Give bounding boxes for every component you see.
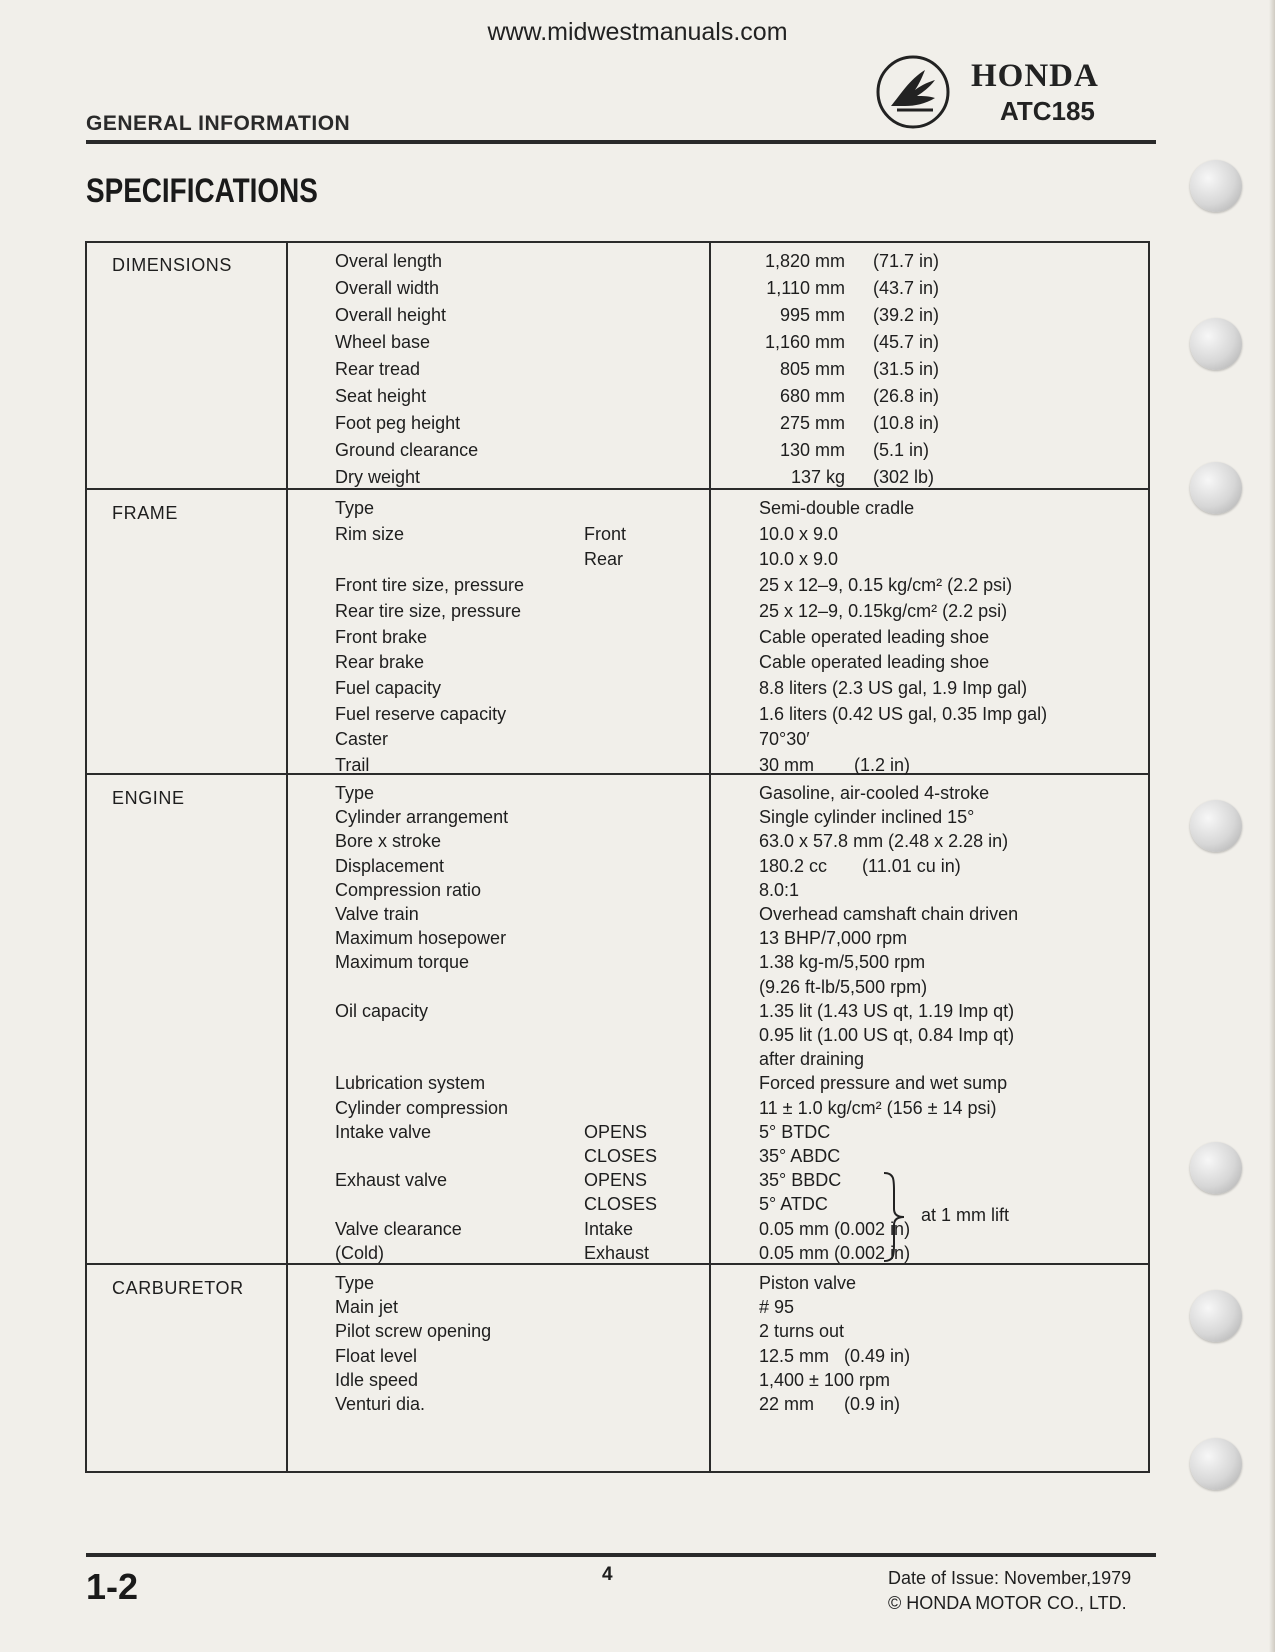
spec-value: 1,820 mm [764,251,845,271]
spec-item-label: Venturi dia. [335,1394,426,1414]
spec-value: 1.35 lit (1.43 US qt, 1.19 Imp qt) [759,1000,1015,1021]
spec-value: Gasoline, air-cooled 4-stroke [759,783,990,803]
spec-item-label: Intake valve [335,1121,432,1142]
spec-value: 1,110 mm [766,278,845,298]
spec-value-imperial: (10.8 in) [873,413,940,433]
section-divider-engine [87,773,1148,775]
spec-sub-label: OPENS [584,1170,648,1191]
binder-hole [1190,462,1242,514]
column-divider-left [286,243,288,1471]
spec-item-label: Front brake [335,626,428,647]
source-url: www.midwestmanuals.com [487,18,788,46]
copyright: © HONDA MOTOR CO., LTD. [888,1593,1127,1613]
spec-value-imperial: (43.7 in) [873,278,940,298]
spec-value-imperial: (45.7 in) [873,332,940,352]
spec-value: 0.05 mm (0.002 in) [759,1218,911,1239]
section-label-carburetor: CARBURETOR [112,1278,244,1298]
spec-value: Single cylinder inclined 15° [759,807,975,828]
spec-value: 35° BBDC [759,1170,842,1191]
spec-value: 5° ATDC [759,1194,828,1215]
spec-item-label: Valve train [335,904,419,924]
top-rule [86,140,1156,144]
specifications-table [85,241,1150,1473]
spec-value-imperial: (71.7 in) [873,251,940,271]
spec-item-label: Rear brake [335,652,425,673]
honda-wing-logo-icon [875,54,951,130]
spec-value: 63.0 x 57.8 mm (2.48 x 2.28 in) [759,831,1009,852]
spec-value: 995 mm [779,305,845,325]
spec-value: 10.0 x 9.0 [759,549,839,570]
spec-sub-label: Rear [584,549,624,570]
spec-value: 805 mm [779,359,845,379]
spec-value: after draining [759,1049,865,1070]
spec-sub-label: Exhaust [584,1242,650,1263]
spec-item-label: Maximum hosepower [335,928,507,949]
spec-item-label: Type [335,1273,375,1293]
spec-value: 5° BTDC [759,1121,831,1142]
spec-value: Cable operated leading shoe [759,652,990,673]
spec-value: 25 x 12–9, 0.15kg/cm² (2.2 psi) [759,600,1008,621]
spec-value-imperial: (39.2 in) [873,305,940,325]
spec-value: 137 kg [790,467,845,487]
spec-item-label: Lubrication system [335,1073,486,1094]
spec-item-label: Main jet [335,1297,399,1318]
section-label-frame: FRAME [112,503,178,523]
spec-sub-label: OPENS [584,1121,648,1142]
spec-value: 35° ABDC [759,1146,841,1166]
spec-value: 25 x 12–9, 0.15 kg/cm² (2.2 psi) [759,575,1013,596]
spec-item-label: Rear tread [335,359,421,379]
spec-value: 275 mm [779,413,845,433]
spec-value: 1.6 liters (0.42 US gal, 0.35 Imp gal) [759,703,1048,724]
binder-hole [1190,160,1242,212]
spec-value: Cable operated leading shoe [759,626,990,647]
spec-value: 22 mm (0.9 in) [759,1394,901,1414]
page-edge [1269,0,1275,1652]
spec-sub-label: Front [584,523,627,544]
spec-item-label: Wheel base [335,332,431,352]
spec-item-label: Valve clearance [335,1218,462,1239]
spec-value: 0.95 lit (1.00 US qt, 0.84 Imp qt) [759,1025,1015,1045]
spec-item-label: Dry weight [335,467,421,487]
spec-value: 130 mm [779,440,845,460]
spec-value-imperial: (302 lb) [873,467,935,487]
spec-value: 2 turns out [759,1321,845,1342]
section-divider-frame [87,488,1148,490]
section-label-dimensions: DIMENSIONS [112,255,233,275]
spec-value: 12.5 mm (0.49 in) [759,1345,911,1366]
page-number: 4 [602,1564,613,1585]
spec-item-label: Cylinder compression [335,1097,509,1118]
spec-value: 11 ± 1.0 kg/cm² (156 ± 14 psi) [759,1097,997,1118]
spec-item-label: Trail [335,755,370,775]
spec-value: 8.8 liters (2.3 US gal, 1.9 Imp gal) [759,677,1028,698]
spec-value: 70°30′ [759,729,810,750]
spec-item-label: Type [335,498,375,518]
spec-sub-label: CLOSES [584,1194,658,1215]
spec-sub-label: CLOSES [584,1146,658,1166]
spec-value: (9.26 ft-lb/5,500 rpm) [759,976,928,997]
spec-value: Semi-double cradle [759,498,915,518]
spec-value: 13 BHP/7,000 rpm [759,928,908,949]
spec-value: Piston valve [759,1273,857,1293]
binder-hole [1190,318,1242,370]
spec-item-label: Ground clearance [335,440,479,460]
spec-value: 680 mm [779,386,845,406]
spec-item-label: Exhaust valve [335,1170,448,1191]
spec-value-imperial: (26.8 in) [873,386,940,406]
spec-item-label: Pilot screw opening [335,1321,492,1342]
page-code: 1-2 [86,1566,139,1607]
spec-value-imperial: (31.5 in) [873,359,940,379]
spec-value: 1.38 kg-m/5,500 rpm [759,952,926,973]
issue-date: Date of Issue: November,1979 [888,1568,1132,1588]
spec-value-imperial: (5.1 in) [873,440,930,460]
spec-item-label: Oil capacity [335,1000,429,1021]
spec-value: 30 mm (1.2 in) [759,755,911,775]
bottom-rule [86,1553,1156,1557]
spec-item-label: Rim size [335,523,405,544]
spec-item-label: Float level [335,1345,418,1366]
spec-value: Forced pressure and wet sump [759,1073,1008,1094]
spec-value: 8.0:1 [759,879,800,900]
spec-item-label: Overal length [335,251,443,271]
spec-item-label: Front tire size, pressure [335,575,525,596]
spec-item-label: Displacement [335,855,445,876]
valve-timing-note: at 1 mm lift [921,1205,1010,1225]
spec-value: 10.0 x 9.0 [759,523,839,544]
model-name: ATC185 [1000,96,1095,126]
spec-item-label: Idle speed [335,1369,419,1390]
spec-item-label: Maximum torque [335,952,470,973]
brand-block [875,48,1155,138]
spec-value: 1,160 mm [764,332,845,352]
spec-value: # 95 [759,1297,795,1318]
spec-sub-label: Intake [584,1218,634,1239]
spec-value: 1,400 ± 100 rpm [759,1369,890,1390]
spec-item-label: Overall height [335,305,447,325]
spec-value: 180.2 cc (11.01 cu in) [759,855,961,876]
spec-item-label: Compression ratio [335,879,482,900]
binder-hole [1190,1438,1242,1490]
spec-item-label: Seat height [335,386,427,406]
binder-hole [1190,1142,1242,1194]
valve-timing-brace-icon [882,1171,906,1263]
section-label-engine: ENGINE [112,788,185,808]
spec-item-label: Caster [335,729,389,750]
spec-value: 0.05 mm (0.002 in) [759,1242,911,1263]
binder-hole [1190,1290,1242,1342]
spec-item-label: Fuel capacity [335,677,442,698]
spec-item-label: Rear tire size, pressure [335,600,522,621]
spec-item-label: Type [335,783,375,803]
spec-item-label: Bore x stroke [335,831,442,852]
spec-item-label: Fuel reserve capacity [335,703,507,724]
section-title: GENERAL INFORMATION [86,112,351,135]
binder-hole [1190,800,1242,852]
column-divider-right [709,243,711,1471]
spec-item-label: Cylinder arrangement [335,807,509,828]
spec-item-label: Overall width [335,278,440,298]
brand-name: HONDA [971,58,1099,94]
spec-item-label: Foot peg height [335,413,461,433]
page-heading: SPECIFICATIONS [86,172,318,210]
spec-item-label: (Cold) [335,1242,385,1263]
spec-value: Overhead camshaft chain driven [759,904,1019,924]
